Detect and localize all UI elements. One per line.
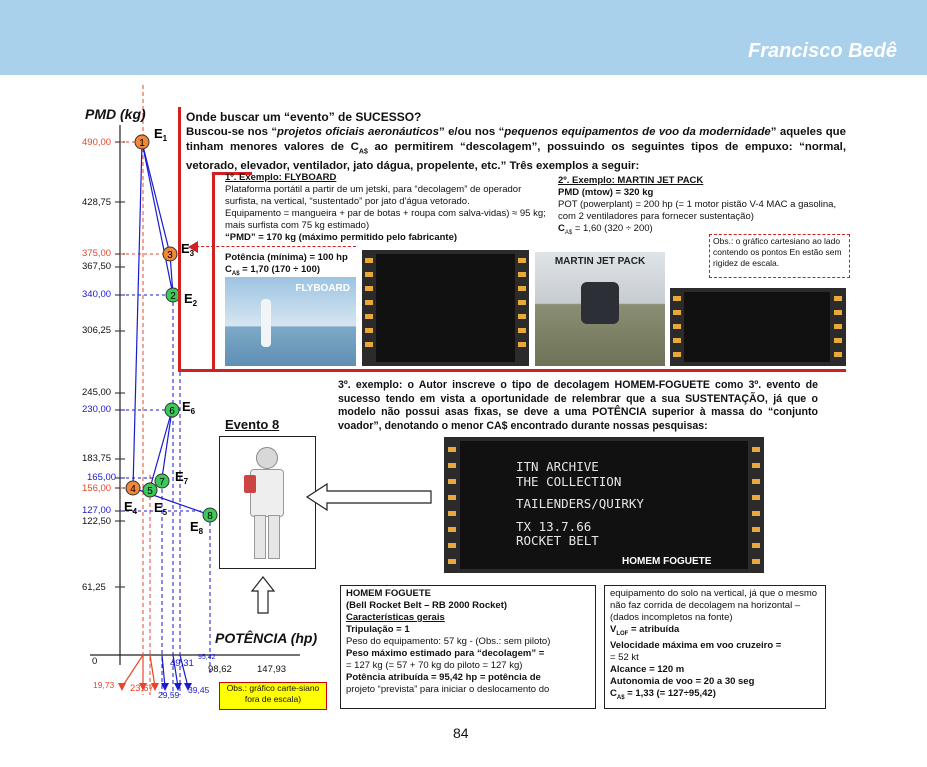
- spec-line: $C_{A\$} = 1,33$ (= 127÷95,42): [610, 687, 716, 701]
- film-line: THE COLLECTION: [516, 473, 622, 489]
- point-2-label: 2: [170, 291, 176, 302]
- film-line: ITN ARCHIVE: [516, 459, 599, 474]
- y-tick: 122,50: [82, 516, 112, 527]
- graph-note: Obs.: gráfico carte-siano fora de escala): [219, 682, 327, 710]
- obs-scale-note: Obs.: o gráfico cartesiano ao lado contendo os pontos En estão sem rigidez de escala.: [709, 234, 850, 278]
- example-1-pmd: “PMD” = 170 kg (máximo permitido pelo fabricante): [225, 232, 458, 243]
- spec-line: Características gerais: [346, 612, 445, 623]
- water-jet-shape: [261, 299, 271, 347]
- point-8-label: 8: [207, 511, 213, 522]
- y-tick: 230,00: [82, 404, 112, 415]
- point-3-label: 3: [167, 250, 173, 261]
- x-small-tick: 19,73: [93, 680, 115, 690]
- rocket-pack-shape: [244, 475, 256, 493]
- red-frame-left: [178, 107, 181, 372]
- red-arrow-head: [188, 241, 198, 253]
- point-7-label: 7: [159, 477, 165, 488]
- y-tick: 61,25: [82, 582, 106, 593]
- spec-line: Velocidade máxima em voo cruzeiro =: [610, 639, 782, 651]
- film-strip-1: [362, 250, 529, 366]
- e6-label: $E_6$: [182, 399, 196, 416]
- film-line: TAILENDERS/QUIRKY: [516, 496, 644, 511]
- x-axis-title: POTÊNCIA (hp): [215, 630, 318, 646]
- y-tick: 490,00: [82, 137, 112, 148]
- spec-line: Tripulação = 1: [346, 624, 410, 635]
- example-2-pot: POT (powerplant) = 200 hp (= 1 motor pistão V-4 MAC a gasolina, com 2 ventiladores para fornecer sustentação): [558, 199, 837, 222]
- film-bottom-caption: HOMEM FOGUETE: [622, 556, 712, 567]
- evento-8-title: Evento 8: [225, 417, 280, 432]
- y-tick: 165,00: [87, 472, 117, 483]
- y-tick: 183,75: [82, 453, 112, 464]
- point-5-label: 5: [147, 486, 153, 497]
- x-small-tick: 39,45: [188, 685, 210, 695]
- y-tick: 375,00: [82, 248, 112, 259]
- martin-jet-pack-photo: [535, 252, 665, 366]
- suit-leg-left: [254, 515, 266, 559]
- point-4-label: 4: [130, 484, 136, 495]
- e5-label: $E_5$: [154, 500, 168, 517]
- y-axis-title: PMD (kg): [85, 106, 146, 122]
- spec-line: Alcance = 120 m: [610, 663, 685, 675]
- martin-jet-pack-photo-label: MARTIN JET PACK: [554, 256, 646, 267]
- example-2-pmd: PMD (mtow) = 320 kg: [558, 187, 654, 198]
- red-arrow-line: [196, 246, 356, 247]
- spec-line: Autonomia de voo = 20 a 30 seg: [610, 675, 755, 687]
- left-arrow-icon: [305, 482, 435, 512]
- spec-line: equipamento do solo na vertical, já que o mesmo não faz corrida de decolagem na horizontal – (dados incompletos na fonte): [610, 588, 818, 623]
- example-2: [558, 175, 840, 239]
- rocket-belt-specs-left: [340, 585, 596, 709]
- y-tick: 245,00: [82, 387, 112, 398]
- x-tick: 147,93: [257, 664, 287, 675]
- point-6-label: 6: [169, 406, 175, 417]
- red-frame-inner: [212, 172, 215, 372]
- y-tick: 428,75: [82, 197, 112, 208]
- film-line: TX 13.7.66: [516, 518, 592, 534]
- y-tick: 340,00: [82, 289, 112, 300]
- y-tick: 0: [92, 656, 98, 667]
- y-tick: 306,25: [82, 325, 112, 336]
- page-header-band: [0, 0, 927, 75]
- jet-pack-shape: [581, 282, 619, 324]
- rocket-belt-specs-right: [604, 585, 826, 709]
- spec-line: (Bell Rocket Belt – RB 2000 Rocket): [346, 600, 508, 611]
- spec-line: $V_{LOF}$ = atribuída: [610, 624, 680, 637]
- red-frame-bottom: [178, 369, 846, 372]
- x-small-tick: 95,42: [198, 654, 216, 661]
- example-2-cas: $C_{A\$} = 1,60$ (320 ÷ 200): [558, 223, 653, 236]
- example-1-text-1: Plataforma portátil a partir de um jetski, para “decolagem” de operador surfista, na vertical, “sustentado” por jato d'água vetorado.: [225, 184, 522, 207]
- example-1: [225, 172, 547, 244]
- e3-label: $E_3$: [181, 241, 195, 258]
- example-3-text: 3º. exemplo: o Autor inscreve o tipo de decolagem HOMEM-FOGUETE como 3º. evento de sucesso tendo em vista a oportunidade de relembrar que a sua SUSTENTAÇÃO, já que o modelo não possui asas fixas, se deve a uma POTÊNCIA superior à massa do “conjunto voador”, denotando o menor CA$ encontrado durante nossas pesquisas:: [338, 379, 818, 432]
- rocket-man-photo: [219, 436, 316, 569]
- e8-label: $E_8$: [190, 519, 204, 536]
- film-line: ROCKET BELT: [516, 533, 599, 548]
- point-1-label: 1: [139, 138, 145, 149]
- film-strip-2: [670, 288, 846, 366]
- e2-label: $E_2$: [184, 291, 198, 308]
- y-tick: 127,00: [82, 505, 112, 516]
- example-1-title: 1º. Exemplo: FLYBOARD: [225, 172, 337, 183]
- y-tick: 156,00: [82, 483, 112, 494]
- film-caption-text: [516, 460, 644, 549]
- helmet-shape: [256, 447, 278, 469]
- suit-leg-right: [268, 515, 280, 559]
- page-number: 84: [453, 725, 469, 741]
- spec-line: HOMEM FOGUETE: [346, 588, 431, 599]
- e4-label: $E_4$: [124, 499, 138, 516]
- page-header-title: Francisco Bedê: [748, 40, 897, 62]
- x-tick: 98,62: [208, 664, 232, 675]
- up-arrow-icon: [250, 575, 276, 615]
- x-small-tick: 29,59: [158, 690, 180, 700]
- flyboard-photo-label: FLYBOARD: [295, 283, 350, 294]
- flyboard-photo: [225, 277, 356, 366]
- intro-question: Onde buscar um “evento” de SUCESSO?: [186, 110, 422, 124]
- example-1-power: Potência (mínima) = 100 hp: [225, 252, 348, 263]
- e1-label: $E_1$: [154, 126, 168, 143]
- spec-line: Peso do equipamento: 57 kg - (Obs.: sem piloto): [346, 636, 551, 647]
- example-1-cas: $C_{A\$} = 1,70$ (170 ÷ 100): [225, 264, 321, 277]
- e7-label: $E_7$: [175, 469, 189, 486]
- x-small-tick: 23,67: [130, 683, 154, 694]
- x-small-tick: 49,31: [170, 658, 194, 669]
- spec-line: = 52 kt: [610, 651, 639, 663]
- intro-paragraph: Buscou-se nos “projetos oficiais aeronáuticos” e/ou nos “pequenos equipamentos de voo da modernidade” aqueles que tinham menores valores de $C_{A\$}$ ao permitirem “descolagem”, possuindo os seguintes tipos de empuxo: “normal, vetorado, elevador, ventilador, jato dágua, propelente, etc.” Três exemplos a seguir:: [186, 126, 847, 173]
- y-tick: 367,50: [82, 261, 112, 272]
- spec-line: Peso máximo estimado para “decolagem” =: [346, 648, 545, 659]
- example-1-text-2: Equipamento = mangueira + par de botas + roupa com salva-vidas) ≈ 95 kg; mais surfista com 75 kg estimado): [225, 208, 546, 231]
- spec-line: projeto “prevista” para iniciar o deslocamento do: [346, 684, 550, 695]
- spec-line: Potência atribuída = 95,42 hp = potência de: [346, 672, 541, 683]
- example-2-title: 2º. Exemplo: MARTIN JET PACK: [558, 175, 704, 186]
- spec-line: = 127 kg (= 57 + 70 kg do piloto = 127 kg): [346, 660, 523, 671]
